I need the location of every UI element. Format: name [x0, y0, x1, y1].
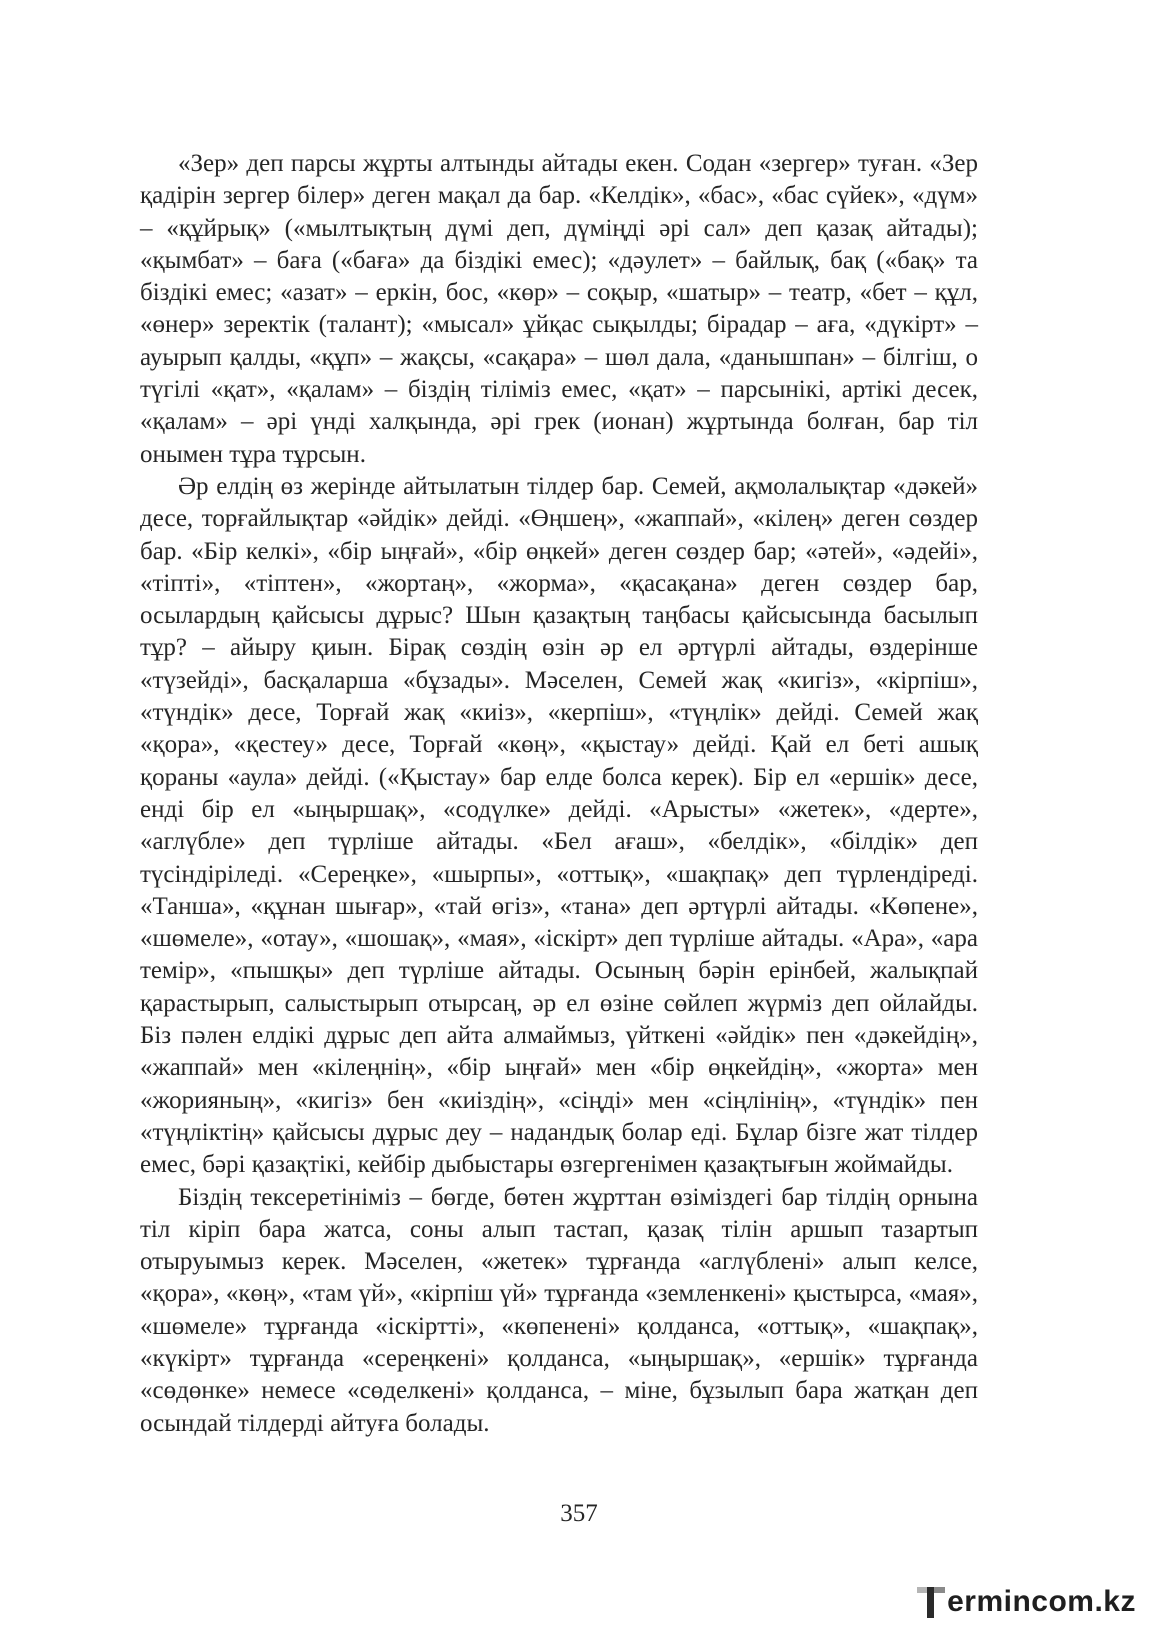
termincom-watermark	[916, 1581, 1136, 1623]
watermark-text: ermincom.kz	[947, 1585, 1136, 1618]
paragraph-1: «Зер» деп парсы жұрты алтынды айтады екен. Содан «зергер» туған. «Зер қадірін зергер білер» деген мақал да бар. «Келдік», «бас», «бас сүйек», «дүм» – «құйрық» («мылтықтың дүмі деп, дүміңді әрі сал» деп қазақ айтады); «қымбат» – баға («баға» да біздікі емес); «дәулет» – байлық, бақ («бақ» та біздікі емес; «азат» – еркін, бос, «көр» – соқыр, «шатыр» – театр, «бет – құл, «өнер» зеректік (талант); «мысал» ұйқас сықылды; бірадар – аға, «дүкірт» – ауырып қалды, «құп» – жақсы, «сақара» – шөл дала, «данышпан» – білгіш, о түгілі «қат», «қалам» – біздің тіліміз емес, «қат» – парсынікі, артікі десек, «қалам» – әрі үнді халқында, әрі грек (ионан) жұртында болған, бар тіл онымен тұра тұрсын.	[140, 150, 978, 468]
paragraph-2: Әр елдің өз жерінде айтылатын тілдер бар. Семей, ақмолалықтар «дәкей» десе, торғайлықтар «әйдік» дейді. «Өңшең», «жаппай», «кілең» деген сөздер бар. «Бір келкі», «бір ыңғай», «бір өңкей» деген сөздер бар; «әтей», «әдейі», «тіпті», «тіптен», «жортаң», «жорма», «қасақана» деген сөздер бар, осылардың қайсысы дұрыс? Шын қазақтың таңбасы қайсысында басылып тұр? – айыру қиын. Бірақ сөздің өзін әр ел әртүрлі айтады, өздерінше «түзейді», басқаларша «бұзады». Мәселен, Семей жақ «кигіз», «кірпіш», «түндік» десе, Торғай жақ «киіз», «керпіш», «түңлік» дейді. Семей жақ «қора», «қестеу» десе, Торғай «көң», «қыстау» дейді. Қай ел беті ашық қораны «аула» дейді. («Қыстау» бар елде болса керек). Бір ел «ершік» десе, енді бір ел «ыңыршақ», «содүлке» дейді. «Арысты» «жетек», «дерте», «аглүбле» деп түрліше айтады. «Бел ағаш», «белдік», «білдік» деп түсіндіріледі. «Сереңке», «шырпы», «оттық», «шақпақ» деп түрлендіреді. «Танша», «құнан шығар», «тай өгіз», «тана» деп әртүрлі айтады. «Көпене», «шөмеле», «отау», «шошақ», «мая», «іскірт» деп түрліше айтады. «Ара», «ара темір», «пышқы» деп түрліше айтады. Осының бәрін ерінбей, жалықпай қарастырып, салыстырып отырсаң, әр ел өзіне сөйлеп жүрміз деп ойлайды. Біз пәлен елдікі дұрыс деп айта алмаймыз, үйткені «әйдік» пен «дәкейдің», «жаппай» мен «кілеңнің», «бір ыңғай» мен «бір өңкейдің», «жорта» мен «жорияның», «кигіз» бен «киіздің», «сіңді» мен «сіңлінің», «түндік» пен «түңліктің» қайсысы дұрыс деу – надандық болар еді. Бұлар бізге жат тілдер емес, бәрі қазақтікі, кейбір дыбыстары өзгергенімен қазақтығын жоймайды.	[140, 472, 978, 1179]
paragraph-3: Біздің тексеретініміз – бөгде, бөтен жұрттан өзіміздегі бар тілдің орнына тіл кіріп бара жатса, соны алып тастап, қазақ тілін аршып тазартып отыруымыз керек. Мәселен, «жетек» тұрғанда «аглүблені» алып келсе, «қора», «көң», «там үй», «кірпіш үй» тұрғанда «земленкені» қыстырса, «мая», «шөмеле» тұрғанда «іскіртті», «көпенені» қолданса, «оттық», «шақпақ», «күкірт» тұрғанда «сереңкені» қолданса, «ыңыршақ», «ершік» тұрғанда «сөдөнке» немесе «сөделкені» қолданса, – міне, бұзылып бара жатқан деп осындай тілдерді айтуға болады.	[140, 1183, 978, 1437]
page-number: 357	[560, 1500, 598, 1527]
termincom-logo-icon	[916, 1584, 946, 1620]
body-text	[140, 148, 978, 1440]
